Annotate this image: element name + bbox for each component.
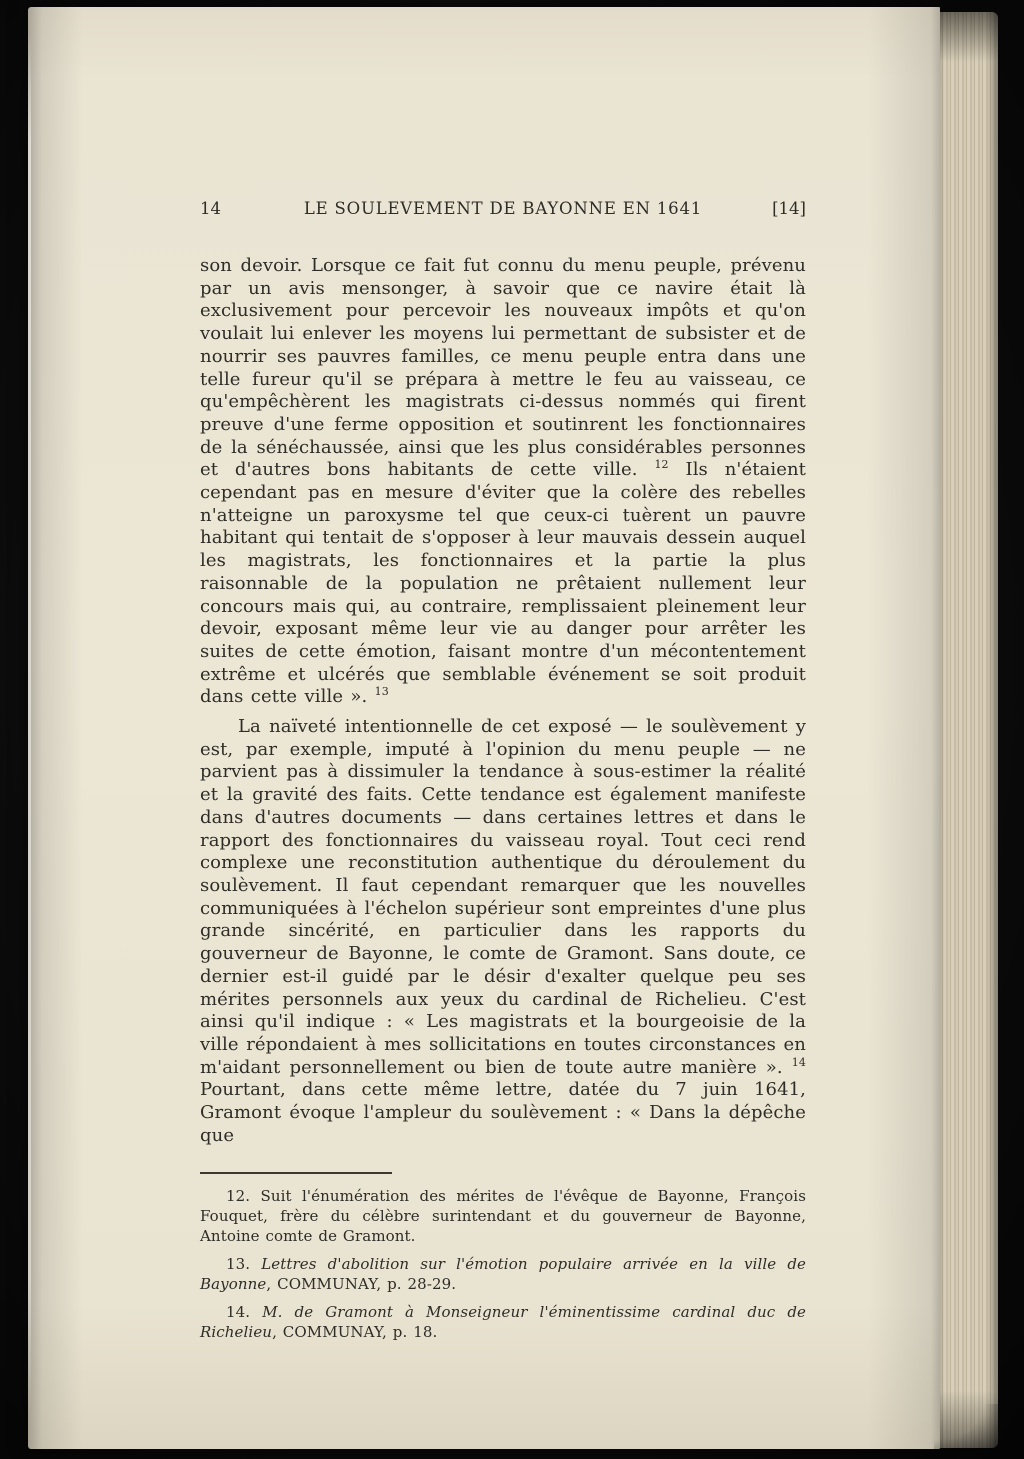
text-run: 13.: [226, 1255, 262, 1274]
text-run: 12. Suit l'énumération des mérites de l'évêque de Bayonne, François Fouquet, frère du célèbre surintendant et du gouverneur de Bayonne, Antoine comte de Gramont.: [200, 1187, 806, 1245]
book-page: [28, 7, 940, 1449]
footnote-ref: 12: [654, 458, 669, 472]
paragraph: [200, 255, 806, 709]
cited-title: M. de Gramont à Monseigneur l'éminentissime cardinal duc de Richelieu: [200, 1303, 806, 1341]
footnotes: [200, 1187, 806, 1342]
footnote-ref: 13: [374, 685, 389, 699]
printed-column: [200, 197, 806, 1343]
text-run: , COMMUNAY, p. 28-29.: [266, 1274, 457, 1293]
footnote: [200, 1255, 806, 1294]
cited-title: Lettres d'abolition sur l'émotion populaire arrivée en la ville de Bayonne: [200, 1255, 806, 1293]
footnote: [200, 1303, 806, 1342]
footnote-ref: 14: [791, 1055, 806, 1069]
paragraph: [200, 716, 806, 1147]
running-head: [200, 197, 806, 220]
text-run: son devoir. Lorsque ce fait fut connu du menu peuple, prévenu par un avis mensonger, à savoir que ce navire était là exclusivement pour percevoir les nouveaux impôts et qu'on voulait lui enlever les moyens lui permettant de subsister et de nourrir ses pauvres familles, ce menu peuple entra dans une telle fureur qu'il se prépara à mettre le feu au vaisseau, ce qu'empêchèrent les magistrats ci-dessus nommés qui firent preuve d'une ferme opposition et soutinrent les fonctionnaires de la sénéchaussée, ainsi que les plus considérables personnes et d'autres bons habitants de cette ville.: [200, 255, 806, 481]
text-run: La naïveté intentionnelle de cet exposé — le soulèvement y est, par exemple, imputé à l'opinion du menu peuple — ne parvient pas à dissimuler la tendance à sous-estimer la réalité et la gravité des faits. Cette tendance est également manifeste dans d'autres documents — dans certaines lettres et dans le rapport des fonctionnaires du vaisseau royal. Tout ceci rend complexe une reconstitution authentique du déroulement du soulèvement. Il faut cependant remarquer que les nouvelles communiquées à l'échelon supérieur sont empreintes d'une plus grande sincérité, en particulier dans les rapports du gouverneur de Bayonne, le comte de Gramont. Sans doute, ce dernier est-il guidé par le désir d'exalter quelque peu ses mérites personnels aux yeux du cardinal de Richelieu. C'est ainsi qu'il indique : « Les magistrats et la bourgeoisie de la ville répondaient à mes sollicitations en toutes circonstances en m'aidant personnellement ou bien de toute autre manière ».: [200, 716, 806, 1078]
footnote-separator: [200, 1172, 392, 1174]
text-run: Pourtant, dans cette même lettre, datée du 7 juin 1641, Gramont évoque l'ampleur du soulèvement : « Dans la dépêche que: [200, 1079, 806, 1146]
text-run: 14.: [226, 1303, 263, 1322]
text-run: , COMMUNAY, p. 18.: [272, 1322, 438, 1341]
footnote: [200, 1187, 806, 1246]
body-text: [200, 255, 806, 1147]
running-title: LE SOULEVEMENT DE BAYONNE EN 1641: [303, 199, 703, 218]
page-number-left: 14: [200, 199, 221, 218]
page-edges-stack: [940, 12, 998, 1448]
text-run: Ils n'étaient cependant pas en mesure d'éviter que la colère des rebelles n'atteigne un paroxysme tel que ceux-ci tuèrent un pauvre habitant qui tentait de s'opposer à leur mauvais dessein auquel les magistrats, les fonctionnaires et la partie la plus raisonnable de la population ne prêtaient nullement leur concours mais qui, au contraire, remplissaient pleinement leur devoir, exposant même leur vie au danger pour arrêter les suites de cette émotion, faisant montre d'un mécontentement extrême et ulcérés que semblable événement se soit produit dans cette ville ».: [200, 459, 807, 708]
page-number-right: [14]: [772, 199, 806, 218]
